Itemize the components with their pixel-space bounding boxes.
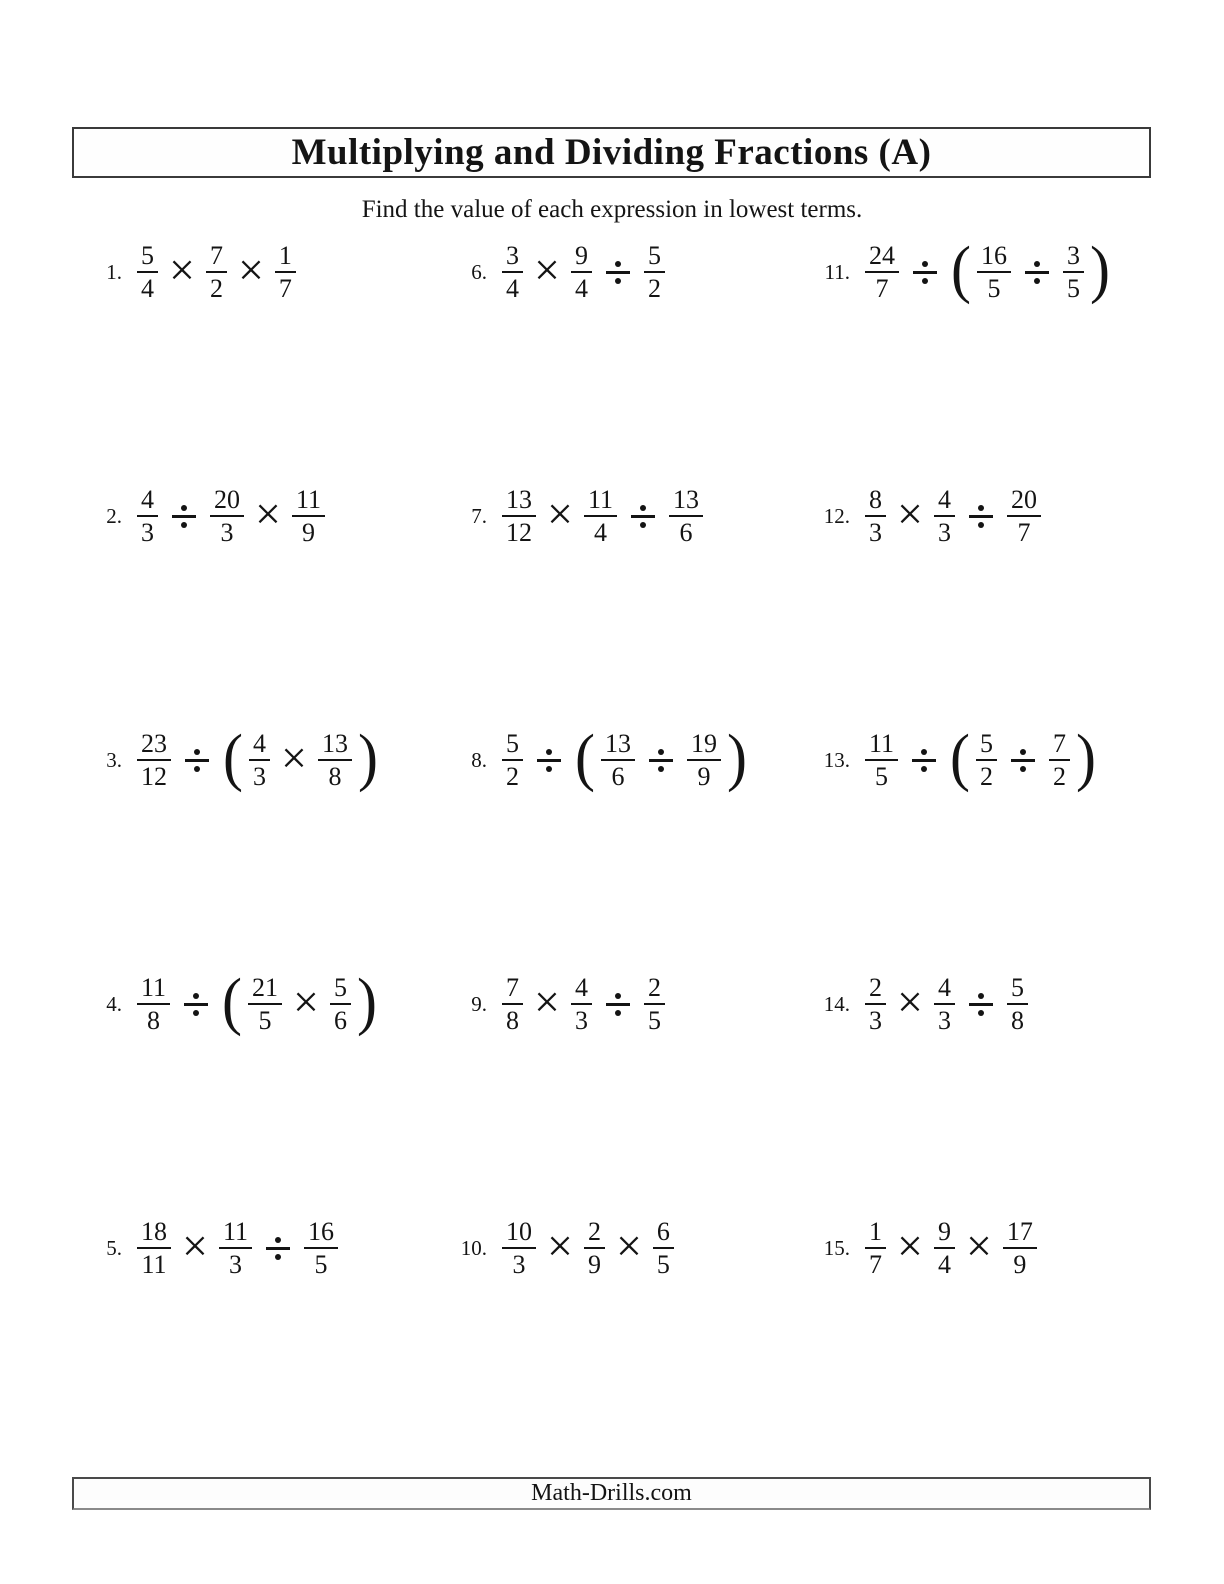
divide-dot-bottom	[922, 278, 928, 284]
denominator: 3	[937, 1006, 951, 1035]
problem-4	[78, 962, 443, 1046]
problem-2	[78, 474, 443, 558]
divide-dot-bottom	[546, 766, 552, 772]
divide-operator-icon	[606, 993, 630, 1016]
denominator: 3	[252, 762, 266, 791]
divide-operator-icon	[631, 505, 655, 528]
problem-6	[443, 230, 806, 314]
divide-bar	[606, 271, 630, 274]
divide-dot-bottom	[658, 766, 664, 772]
numerator: 11	[292, 486, 325, 517]
fraction	[502, 730, 523, 791]
fraction	[865, 974, 886, 1035]
multiply-operator-icon: ×	[280, 732, 307, 783]
problem-5	[78, 1206, 443, 1290]
left-paren: (	[950, 721, 971, 793]
divide-dot-bottom	[615, 1010, 621, 1016]
problem-number: 14.	[823, 991, 850, 1016]
denominator: 7	[1017, 518, 1031, 547]
denominator: 12	[506, 518, 532, 547]
fraction	[1049, 730, 1070, 791]
problem-14	[806, 962, 1188, 1046]
divide-bar	[184, 1003, 208, 1006]
denominator: 9	[587, 1250, 601, 1279]
multiply-operator-icon: ×	[237, 244, 264, 295]
denominator: 6	[333, 1006, 347, 1035]
problem-expression	[132, 242, 301, 303]
denominator: 8	[328, 762, 342, 791]
divide-dot-top	[1020, 749, 1026, 755]
problems-grid	[78, 230, 1188, 1450]
fraction	[137, 1218, 171, 1279]
numerator: 2	[865, 974, 886, 1005]
numerator: 5	[644, 242, 665, 273]
fraction	[292, 486, 325, 547]
multiply-operator-icon: ×	[547, 1220, 573, 1271]
fraction	[275, 242, 296, 303]
fraction	[584, 486, 617, 547]
numerator: 10	[502, 1218, 536, 1249]
fraction	[644, 974, 665, 1035]
fraction	[137, 486, 158, 547]
problem-number: 15.	[823, 1235, 850, 1260]
denominator: 6	[679, 518, 693, 547]
numerator: 4	[571, 974, 592, 1005]
title-box	[72, 127, 1151, 178]
divide-bar	[172, 515, 196, 518]
numerator: 9	[571, 242, 592, 273]
multiply-operator-icon: ×	[615, 1220, 642, 1271]
denominator: 2	[647, 274, 661, 303]
multiply-operator-icon: ×	[293, 976, 319, 1027]
numerator: 24	[865, 242, 899, 273]
numerator: 13	[318, 730, 352, 761]
denominator: 3	[220, 518, 234, 547]
multiply-operator-icon: ×	[255, 488, 281, 539]
footer-text: Math-Drills.com	[531, 1480, 692, 1506]
fraction	[304, 1218, 338, 1279]
fraction	[571, 974, 592, 1035]
problem-expression	[132, 721, 383, 793]
left-paren: (	[575, 721, 595, 793]
problem-expression	[497, 721, 752, 793]
divide-dot-top	[275, 1237, 281, 1243]
denominator: 6	[611, 762, 625, 791]
problem-number: 11.	[824, 259, 850, 284]
numerator: 11	[137, 974, 170, 1005]
divide-operator-icon	[184, 993, 208, 1016]
divide-dot-top	[978, 505, 984, 511]
fraction	[137, 730, 171, 791]
problem-3	[78, 718, 443, 802]
fraction	[934, 486, 955, 547]
right-paren: )	[1076, 721, 1097, 793]
divide-bar	[537, 759, 561, 762]
numerator: 11	[865, 730, 898, 761]
divide-dot-top	[546, 749, 552, 755]
denominator: 3	[869, 1006, 882, 1035]
numerator: 5	[502, 730, 523, 761]
problem-number: 10.	[460, 1235, 487, 1260]
problem-number: 1.	[106, 259, 122, 284]
fraction	[1007, 486, 1041, 547]
problem-expression	[860, 721, 1101, 793]
denominator: 11	[141, 1250, 167, 1279]
problem-7	[443, 474, 806, 558]
numerator: 4	[249, 730, 270, 761]
denominator: 5	[1066, 274, 1080, 303]
divide-dot-top	[615, 993, 621, 999]
divide-dot-bottom	[194, 766, 200, 772]
fraction	[1007, 974, 1028, 1035]
problem-expression	[860, 974, 1033, 1035]
right-paren: )	[726, 721, 747, 793]
divide-dot-top	[1034, 261, 1040, 267]
right-paren: )	[357, 721, 378, 793]
divide-dot-bottom	[181, 522, 187, 528]
footer-box	[72, 1477, 1151, 1510]
divide-operator-icon	[606, 261, 630, 284]
divide-dot-bottom	[978, 522, 984, 528]
denominator: 3	[141, 518, 154, 547]
problem-expression	[497, 242, 670, 303]
divide-bar	[1011, 759, 1035, 762]
divide-bar	[185, 759, 209, 762]
numerator: 3	[1063, 242, 1084, 273]
denominator: 7	[875, 274, 889, 303]
problem-expression	[132, 486, 330, 547]
denominator: 3	[228, 1250, 242, 1279]
problem-13	[806, 718, 1188, 802]
numerator: 7	[206, 242, 227, 273]
numerator: 2	[584, 1218, 605, 1249]
denominator: 3	[937, 518, 951, 547]
fraction	[934, 1218, 955, 1279]
multiply-operator-icon: ×	[547, 488, 573, 539]
numerator: 4	[934, 486, 955, 517]
fraction	[865, 1218, 886, 1279]
multiply-operator-icon: ×	[169, 244, 195, 295]
numerator: 11	[219, 1218, 252, 1249]
problem-9	[443, 962, 806, 1046]
fraction	[502, 242, 523, 303]
denominator: 3	[869, 518, 882, 547]
problem-expression	[497, 1218, 679, 1279]
denominator: 4	[593, 518, 607, 547]
problem-12	[806, 474, 1188, 558]
denominator: 5	[987, 274, 1001, 303]
divide-dot-bottom	[640, 522, 646, 528]
divide-dot-bottom	[615, 278, 621, 284]
denominator: 7	[869, 1250, 882, 1279]
divide-bar	[631, 515, 655, 518]
fraction	[977, 242, 1011, 303]
fraction	[934, 974, 955, 1035]
divide-bar	[266, 1247, 290, 1250]
divide-operator-icon	[912, 749, 936, 772]
divide-operator-icon	[537, 749, 561, 772]
numerator: 1	[865, 1218, 886, 1249]
divide-operator-icon	[185, 749, 209, 772]
numerator: 20	[1007, 486, 1041, 517]
divide-dot-bottom	[1034, 278, 1040, 284]
denominator: 3	[512, 1250, 526, 1279]
divide-dot-top	[193, 993, 199, 999]
fraction	[571, 242, 592, 303]
worksheet-title: Multiplying and Dividing Fractions (A)	[291, 132, 932, 173]
problem-expression	[860, 1218, 1042, 1279]
problem-expression	[497, 486, 708, 547]
divide-operator-icon	[1025, 261, 1049, 284]
fraction	[219, 1218, 252, 1279]
divide-dot-bottom	[978, 1010, 984, 1016]
denominator: 7	[278, 274, 292, 303]
problem-10	[443, 1206, 806, 1290]
divide-bar	[913, 271, 937, 274]
fraction	[137, 974, 170, 1035]
divide-dot-top	[922, 261, 928, 267]
numerator: 11	[584, 486, 617, 517]
numerator: 5	[976, 730, 997, 761]
denominator: 5	[647, 1006, 661, 1035]
numerator: 6	[653, 1218, 674, 1249]
right-paren: )	[356, 965, 377, 1037]
divide-dot-top	[615, 261, 621, 267]
numerator: 23	[137, 730, 171, 761]
numerator: 13	[502, 486, 536, 517]
fraction	[669, 486, 703, 547]
problem-number: 5.	[106, 1235, 122, 1260]
numerator: 9	[934, 1218, 955, 1249]
numerator: 19	[687, 730, 721, 761]
denominator: 12	[141, 762, 167, 791]
numerator: 2	[644, 974, 665, 1005]
fraction	[601, 730, 635, 791]
multiply-operator-icon: ×	[897, 976, 923, 1027]
divide-dot-bottom	[1020, 766, 1026, 772]
fraction	[330, 974, 351, 1035]
divide-bar	[1025, 271, 1049, 274]
numerator: 21	[248, 974, 282, 1005]
problem-number: 3.	[106, 747, 122, 772]
numerator: 1	[275, 242, 296, 273]
denominator: 2	[1053, 762, 1067, 791]
problem-11	[806, 230, 1188, 314]
fraction	[248, 974, 282, 1035]
divide-dot-top	[181, 505, 187, 511]
fraction	[502, 1218, 536, 1279]
divide-operator-icon	[969, 505, 993, 528]
divide-bar	[969, 515, 993, 518]
numerator: 16	[304, 1218, 338, 1249]
divide-operator-icon	[969, 993, 993, 1016]
problem-expression	[132, 1218, 343, 1279]
right-paren: )	[1089, 233, 1110, 305]
multiply-operator-icon: ×	[965, 1220, 992, 1271]
denominator: 9	[1013, 1250, 1027, 1279]
divide-operator-icon	[913, 261, 937, 284]
denominator: 8	[147, 1006, 161, 1035]
instruction-text: Find the value of each expression in lowest terms.	[361, 196, 863, 223]
denominator: 2	[980, 762, 994, 791]
divide-bar	[969, 1003, 993, 1006]
fraction	[865, 486, 886, 547]
numerator: 3	[502, 242, 523, 273]
numerator: 13	[669, 486, 703, 517]
denominator: 4	[574, 274, 588, 303]
multiply-operator-icon: ×	[182, 1220, 208, 1271]
denominator: 5	[258, 1006, 272, 1035]
multiply-operator-icon: ×	[897, 1220, 923, 1271]
fraction	[584, 1218, 605, 1279]
problem-number: 13.	[823, 747, 850, 772]
fraction	[210, 486, 244, 547]
numerator: 20	[210, 486, 244, 517]
fraction	[1063, 242, 1084, 303]
divide-bar	[649, 759, 673, 762]
denominator: 4	[506, 274, 519, 303]
numerator: 7	[1049, 730, 1070, 761]
numerator: 4	[137, 486, 158, 517]
numerator: 18	[137, 1218, 171, 1249]
problem-expression	[132, 965, 382, 1037]
denominator: 2	[506, 762, 519, 791]
denominator: 2	[209, 274, 223, 303]
fraction	[502, 974, 523, 1035]
fraction	[865, 730, 898, 791]
numerator: 17	[1003, 1218, 1037, 1249]
multiply-operator-icon: ×	[534, 976, 560, 1027]
problem-number: 7.	[471, 503, 487, 528]
left-paren: (	[222, 965, 243, 1037]
problem-expression	[860, 233, 1115, 305]
divide-operator-icon	[649, 749, 673, 772]
numerator: 5	[330, 974, 351, 1005]
divide-dot-bottom	[275, 1254, 281, 1260]
problem-number: 9.	[471, 991, 487, 1016]
denominator: 9	[301, 518, 315, 547]
denominator: 5	[656, 1250, 670, 1279]
fraction	[687, 730, 721, 791]
denominator: 8	[1010, 1006, 1024, 1035]
numerator: 5	[137, 242, 158, 273]
problem-number: 4.	[106, 991, 122, 1016]
problem-expression	[497, 974, 670, 1035]
divide-dot-top	[978, 993, 984, 999]
left-paren: (	[223, 721, 243, 793]
problem-number: 8.	[471, 747, 487, 772]
denominator: 8	[506, 1006, 519, 1035]
fraction	[865, 242, 899, 303]
fraction	[249, 730, 270, 791]
numerator: 8	[865, 486, 886, 517]
fraction	[206, 242, 227, 303]
denominator: 5	[314, 1250, 328, 1279]
divide-operator-icon	[172, 505, 196, 528]
left-paren: (	[951, 233, 971, 305]
divide-dot-top	[921, 749, 927, 755]
fraction	[644, 242, 665, 303]
divide-bar	[912, 759, 936, 762]
fraction	[502, 486, 536, 547]
divide-dot-top	[194, 749, 200, 755]
fraction	[653, 1218, 674, 1279]
denominator: 9	[697, 762, 711, 791]
multiply-operator-icon: ×	[534, 244, 560, 295]
multiply-operator-icon: ×	[897, 488, 923, 539]
denominator: 4	[141, 274, 154, 303]
problem-number: 6.	[471, 259, 487, 284]
denominator: 4	[937, 1250, 951, 1279]
divide-operator-icon	[1011, 749, 1035, 772]
problem-number: 12.	[823, 503, 850, 528]
numerator: 16	[977, 242, 1011, 273]
problem-expression	[860, 486, 1046, 547]
numerator: 4	[934, 974, 955, 1005]
numerator: 7	[502, 974, 523, 1005]
denominator: 3	[574, 1006, 588, 1035]
denominator: 5	[875, 762, 889, 791]
divide-dot-top	[640, 505, 646, 511]
divide-dot-bottom	[193, 1010, 199, 1016]
divide-operator-icon	[266, 1237, 290, 1260]
problem-1	[78, 230, 443, 314]
problem-15	[806, 1206, 1188, 1290]
numerator: 5	[1007, 974, 1028, 1005]
divide-dot-top	[658, 749, 664, 755]
fraction	[318, 730, 352, 791]
fraction	[137, 242, 158, 303]
fraction	[1003, 1218, 1037, 1279]
problem-8	[443, 718, 806, 802]
divide-dot-bottom	[921, 766, 927, 772]
problem-number: 2.	[106, 503, 122, 528]
fraction	[976, 730, 997, 791]
divide-bar	[606, 1003, 630, 1006]
numerator: 13	[601, 730, 635, 761]
